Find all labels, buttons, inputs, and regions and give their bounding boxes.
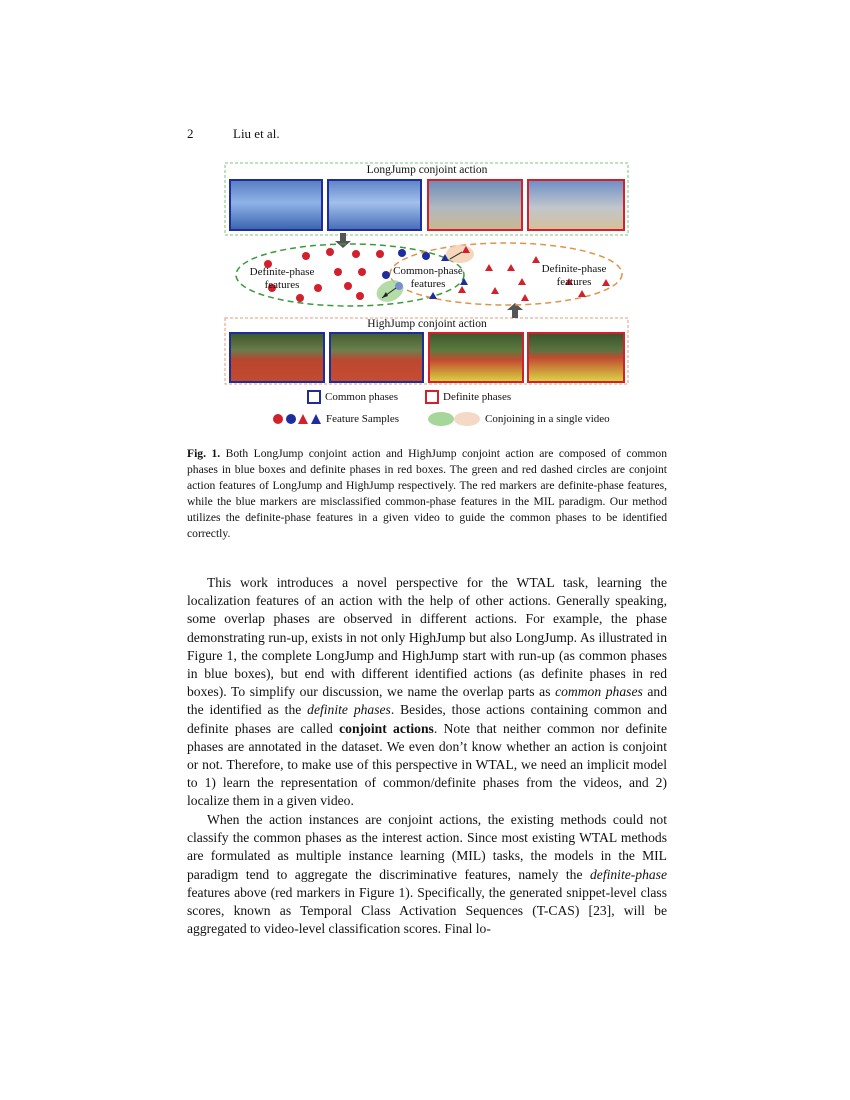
legend-conjoining: Conjoining in a single video bbox=[485, 413, 610, 425]
highjump-frame-4 bbox=[527, 332, 625, 383]
figure-caption bbox=[187, 446, 667, 542]
legend-common-phases: Common phases bbox=[325, 391, 399, 403]
body-paragraph-1: This work introduces a novel perspective for the WTAL task, learning the localization features of an action with the help of other actions. Generally speaking, some overlap phases are observed in different actions. For example, the phase demonstrating run-up, exists in not only HighJump but also LongJump. As illustrated in Figure 1, the complete LongJump and HighJump start with run-up (as common phases in blue boxes), but end with different identified actions (as definite phases in red boxes). To simplify our discussion, we name the overlap parts as common phases and the identified as the definite phases. Besides, those actions containing common and definite phases are called conjoint actions. Note that neither common nor definite phases are annotated in the dataset. We even don’t know whether an action is conjoint or not. Therefore, to make use of this perspective in WTAL, we need an implicit model to 1) learn the representation of common/definite phases from the videos, and 2) localize them in a given video. bbox=[187, 575, 667, 809]
longjump-frame-4 bbox=[527, 179, 625, 231]
body-paragraph-2: When the action instances are conjoint actions, the existing methods could not classify the common phases as the interest action. Since most existing WTAL methods are formulated as multiple instance learning (MIL) tasks, the models in the MIL paradigm tend to aggregate the discriminative features, namely the definite-phase features above (red markers in Figure 1). Specifically, the generated snippet-level class scores, known as Temporal Class Activation Sequences (T-CAS) [23], will be aggregated to video-level classification scores. Final lo- bbox=[187, 812, 667, 937]
highjump-frame-2 bbox=[329, 332, 424, 383]
legend-definite-phases: Definite phases bbox=[443, 391, 512, 403]
legend-feature-samples: Feature Samples bbox=[326, 413, 400, 425]
longjump-frame-3 bbox=[427, 179, 523, 231]
longjump-frame-2 bbox=[327, 179, 422, 231]
figure-1 bbox=[222, 160, 632, 432]
longjump-title: LongJump conjoint action bbox=[366, 164, 488, 176]
running-head: Liu et al. bbox=[233, 126, 280, 141]
right-cluster-label: Definite-phase features bbox=[541, 263, 607, 288]
caption-text: Both LongJump conjoint action and HighJump conjoint action are composed of common phases in blue boxes and definite phases in red boxes. The green and red dashed circles are conjoint action features of LongJump and HighJump respectively. The red markers are definite-phase features, while the blue markers are misclassified common-phase features in the MIL paradigm. Our method utilizes the definite-phase features in a given video to guide the common phases to be identified correctly. bbox=[187, 447, 667, 540]
highjump-frame-3 bbox=[428, 332, 524, 383]
caption-label: Fig. 1. bbox=[187, 447, 221, 460]
highjump-frame-1 bbox=[229, 332, 325, 383]
longjump-frame-1 bbox=[229, 179, 323, 231]
left-cluster-label: Definite-phase features bbox=[249, 266, 315, 291]
middle-cluster-label: Common-phase features bbox=[393, 265, 463, 290]
highjump-title: HighJump conjoint action bbox=[367, 318, 487, 330]
page-number: 2 bbox=[187, 126, 194, 141]
